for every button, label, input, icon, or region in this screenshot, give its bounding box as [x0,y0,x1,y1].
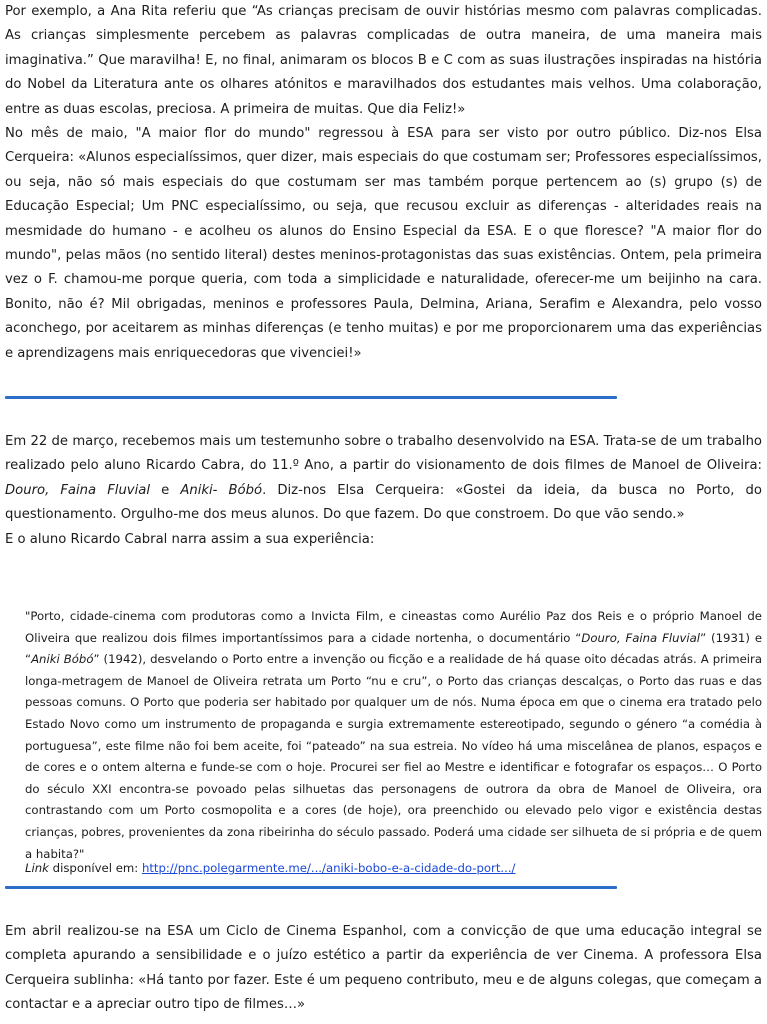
section-flor-mundo [5,0,762,366]
link-label: disponível em: [48,861,142,875]
paragraph-abril: Em abril realizou-se na ESA um Ciclo de Cinema Espanhol, com a convicção de que uma educação integral se completa apurando a sensibilidade e o juízo estético a partir da experiência de ver Cinema. A professora Elsa Cerqueira sublinha: «Há tanto por fazer. Este é um pequeno contributo, meu e de alguns colegas, que começam a contactar e a apreciar outro tipo de filmes…» [5,924,762,1013]
paragraph-22-marco: Em 22 de março, recebemos mais um testemunho sobre o trabalho desenvolvido na ESA. Trata-se de um trabalho realizado pelo aluno Ricardo Cabra, do 11.º Ano, a partir do visionamento de dois filmes de Manoel de Oliveira: Douro, Faina Fluvial e Aniki- Bóbó. Diz-nos Elsa Cerqueira: «Gostei da ideia, da busca no Porto, do questionamento. Orgulho-me dos meus alunos. Do que fazem. Do que constroem. Do que vão sendo.» [5,434,762,523]
section-divider [5,396,617,399]
paragraph-maio: No mês de maio, "A maior flor do mundo" regressou à ESA para ser visto por outro público. Diz-nos Elsa Cerqueira: «Alunos especialíssimos, quer dizer, mais especiais do que costumam ser; Professores especialíssimos, ou seja, não só mais especiais do que costumam ser mas também porque pertencem ao (s) grupo (s) de Educação Especial; Um PNC especialíssimo, ou seja, que recusou excluir as diferenças - alteridades reais na mesmidade do humano - e acolheu os alunos do Ensino Especial da ESA. E o que floresce? "A maior flor do mundo", pelas mãos (no sentido literal) destes meninos-protagonistas das suas existências. Ontem, pela primeira vez o F. chamou-me porque queria, com toda a simplicidade e naturalidade, oferecer-me um beijinho na cara. Bonito, não é? Mil obrigadas, meninos e professores Paula, Delmina, Ariana, Serafim e Alexandra, pelo vosso aconchego, por aceitarem as minhas diferenças (e tenho muitas) e por me proporcionarem uma das experiências e aprendizagens mais enriquecedoras que vivenciei!» [5,126,762,361]
section-divider [5,886,617,889]
film-title: Aniki Bóbó [31,652,94,667]
quote-text: "Porto, cidade-cinema com produtoras como a Invicta Film, e cineastas como Aurélio Paz dos Reis e o próprio Manoel de Oliveira que realizou dois filmes importantíssimos para a cidade nortenha, o documentário “Douro, Faina Fluvial” (1931) e “Aniki Bóbó” (1942), desvelando o Porto entre a invenção ou ficção e a realidade de há quase oito décadas atrás. A primeira longa-metragem de Manoel de Oliveira retrata um Porto “nu e cru”, o Porto das crianças descalças, o Porto das ruas e das pessoas comuns. O Porto que poderia ser habitado por qualquer um de nós. Numa época em que o cinema era tratado pelo Estado Novo como um instrumento de propaganda e surgia extremamente estereotipado, segundo o género “a comédia à portuguesa”, este filme não foi bem aceite, foi “pateado” na sua estreia. No vídeo há uma miscelânea de planos, espaços e de cores e o ontem alterna e funde-se com o hoje. Procurei ser fiel ao Mestre e identificar e fotografar os espaços… O Porto do século XXI encontra-se povoado pelas silhuetas das personagens de outrora da obra de Manoel de Oliveira, ora contrastando com um Porto cosmopolita e a cores (de hoje), ora preenchido ou elevado pelo vigor e existência destas crianças, pobres, provenientes da zona ribeirinha do século passado. Poderá uma cidade ser silhueta de si própria e de quem a habita?" [25,609,763,861]
quote-block [25,606,762,865]
section-cinema-espanhol [5,920,762,1018]
film-title: Douro, Faina Fluvial [581,630,701,645]
paragraph-ana-rita: Por exemplo, a Ana Rita referiu que “As crianças precisam de ouvir histórias mesmo com palavras complicadas. As crianças simplesmente percebem as palavras complicadas de outra maneira, de uma maneira mais imaginativa.” Que maravilha! E, no final, animaram os blocos B e C com as suas ilustrações inspiradas na história do Nobel da Literatura ante os olhares atónitos e maravilhados dos estudantes mais velhos. Uma colaboração, entre as duas escolas, preciosa. A primeira de muitas. Que dia Feliz!» [5,4,762,117]
paragraph-narration: E o aluno Ricardo Cabral narra assim a sua experiência: [5,531,375,547]
link-word: Link [25,861,49,875]
film-title: Aniki- Bóbó [180,482,263,498]
film-title: Douro, Faina Fluvial [5,482,151,498]
link-row [25,858,516,878]
aniki-bobo-link[interactable]: http://pnc.polegarmente.me/.../aniki-bobo-e-a-cidade-do-port.../ [141,861,516,875]
section-ricardo [5,430,762,552]
